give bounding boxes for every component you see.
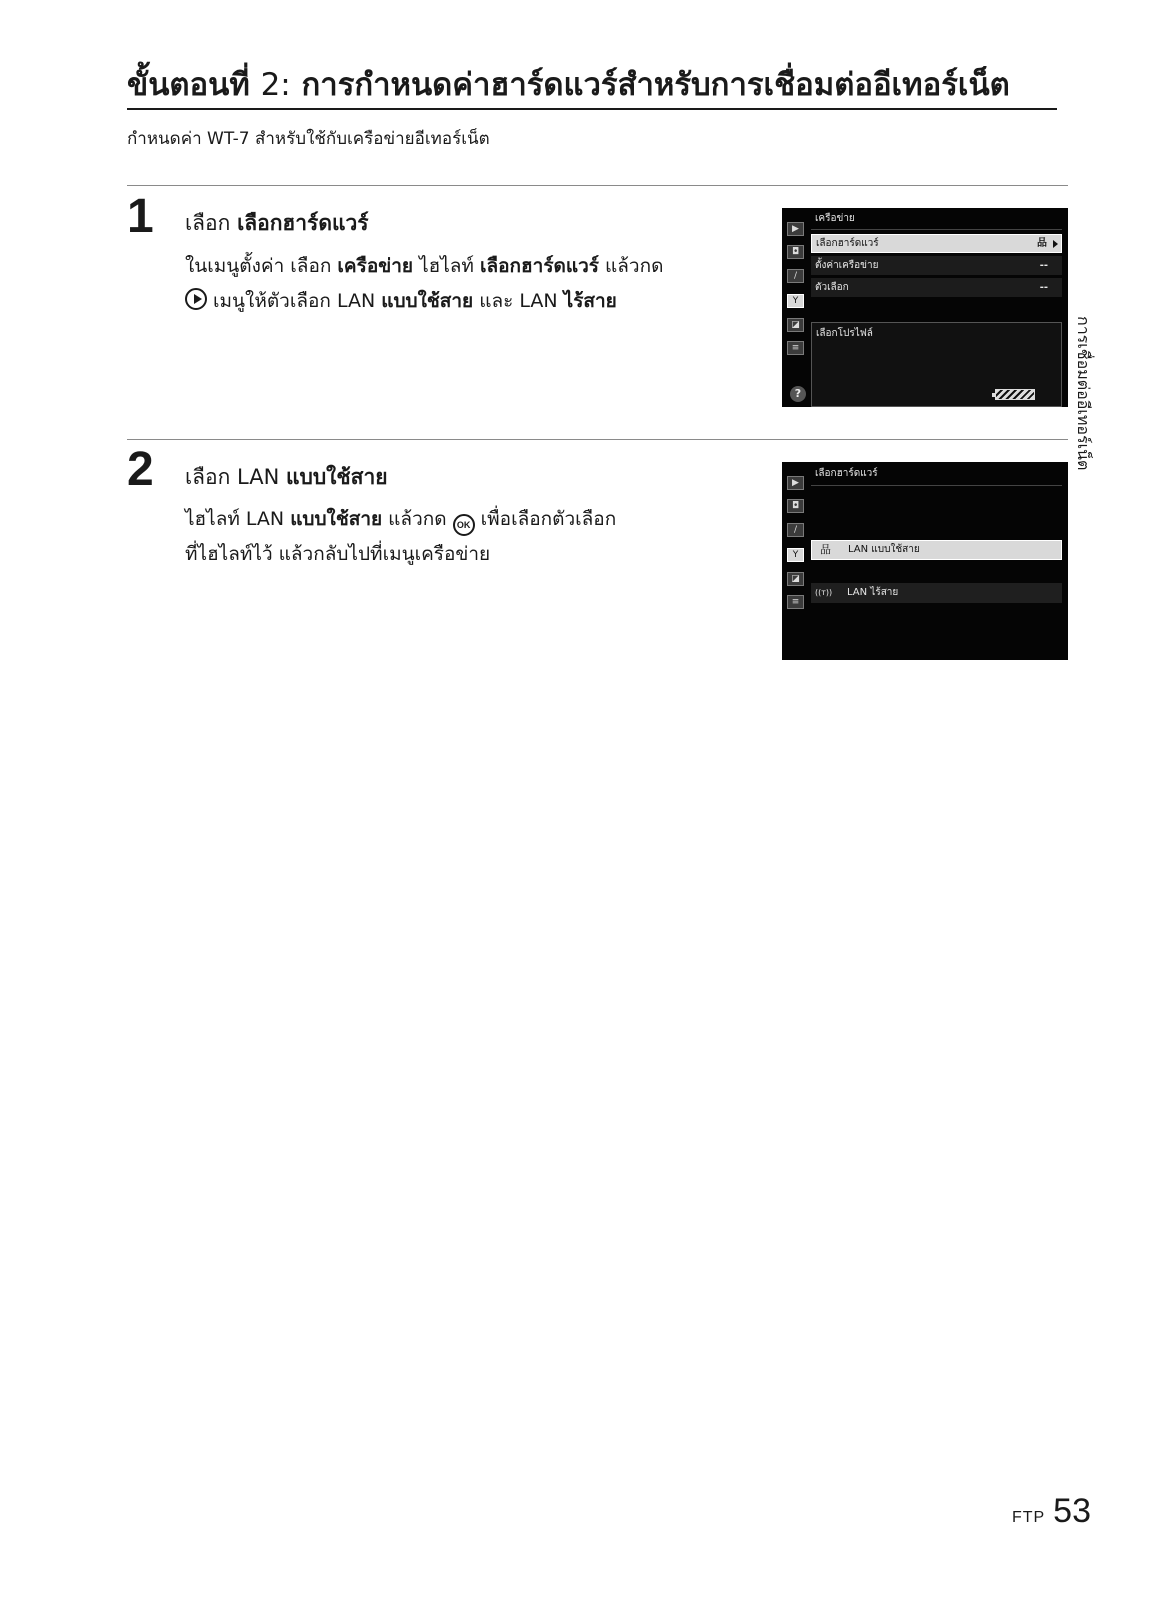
option-label: LAN แบบใช้สาย <box>848 544 920 555</box>
option-wired-lan <box>811 540 1062 560</box>
text: และ LAN <box>473 290 564 312</box>
row-label: เลือกฮาร์ดแวร์ <box>816 238 879 249</box>
page-subtitle: กำหนดค่า WT-7 สำหรับใช้กับเครือข่ายอีเทอร์เน็ต <box>127 129 490 149</box>
option-name-wireless: ไร้สาย <box>563 290 617 312</box>
wired-lan-icon: 品 <box>1037 238 1047 249</box>
step-2-title-item: แบบใช้สาย <box>285 465 388 489</box>
menu-name-network: เครือข่าย <box>337 255 414 277</box>
wrench-tab-icon: Y <box>787 548 804 562</box>
option-wireless-lan <box>811 583 1062 603</box>
step-2-title <box>185 462 388 492</box>
page-footer <box>1012 1492 1091 1531</box>
ok-button-icon: OK <box>453 514 475 536</box>
page-title-step-number: 2: <box>260 67 291 103</box>
step-1-title-verb: เลือก <box>185 211 238 235</box>
menu-row-options <box>811 278 1062 297</box>
section-name: FTP <box>1011 1509 1046 1526</box>
step-1-line-2 <box>185 284 617 319</box>
option-name-wired: แบบใช้สาย <box>381 290 474 312</box>
camera-tab-icon: ◘ <box>787 245 804 259</box>
step-2-number: 2 <box>127 443 154 496</box>
step-1-divider <box>127 185 1068 186</box>
row-value: -- <box>1039 260 1048 271</box>
camera-tab-icon: ◘ <box>787 499 804 513</box>
help-icon: ? <box>790 386 806 402</box>
menu-name-choose-hardware: เลือกฮาร์ดแวร์ <box>480 255 599 277</box>
row-label: ตัวเลือก <box>815 282 849 293</box>
wired-lan-icon: 品 <box>820 543 831 556</box>
page-number: 53 <box>1053 1492 1091 1530</box>
step-1-title <box>185 208 369 238</box>
profile-label: เลือกโปรไฟล์ <box>816 328 873 339</box>
row-value: -- <box>1039 282 1048 293</box>
step-1-title-item: เลือกฮาร์ดแวร์ <box>237 211 369 235</box>
camera-screen-choose-hardware <box>782 462 1068 660</box>
text: แล้วกด <box>382 508 453 530</box>
step-1-number: 1 <box>127 190 154 243</box>
step-2-title-verb: เลือก LAN <box>185 465 286 489</box>
page-title <box>127 62 1057 110</box>
header-divider <box>811 229 1062 230</box>
battery-icon <box>995 389 1035 400</box>
camera-screen-network-menu <box>782 208 1068 407</box>
wireless-icon: ((ᴛ)) <box>815 588 833 597</box>
page-title-text: การกำหนดค่าฮาร์ดแวร์สำหรับการเชื่อมต่ออีเทอร์เน็ต <box>290 67 1010 103</box>
playback-tab-icon: ▶ <box>787 222 804 236</box>
retouch-tab-icon: ◪ <box>787 572 804 586</box>
text: ในเมนูตั้งค่า เลือก <box>185 255 338 277</box>
option-name-wired: แบบใช้สาย <box>290 508 383 530</box>
wrench-tab-icon: Y <box>787 294 804 308</box>
profile-panel <box>811 322 1062 407</box>
text: ไฮไลท์ LAN <box>185 508 291 530</box>
menu-tabs <box>782 208 810 407</box>
text: ไฮไลท์ <box>413 255 480 277</box>
menu-row-choose-hardware <box>811 234 1062 253</box>
screen-header: เครือข่าย <box>815 213 855 224</box>
row-label: ตั้งค่าเครือข่าย <box>815 260 879 271</box>
step-1-line-1 <box>185 249 663 284</box>
page-title-prefix: ขั้นตอนที่ <box>127 67 261 103</box>
chapter-side-tab: การเชื่อมต่ออีเทอร์เน็ต <box>1074 316 1093 471</box>
step-2-divider <box>127 439 1068 440</box>
step-2-line-1 <box>185 502 616 537</box>
menu-tabs <box>782 462 810 660</box>
text: เมนูให้ตัวเลือก LAN <box>207 290 382 312</box>
my-menu-tab-icon: ≡ <box>787 341 804 355</box>
multi-selector-right-icon <box>185 288 207 310</box>
screen-header: เลือกฮาร์ดแวร์ <box>815 468 878 479</box>
my-menu-tab-icon: ≡ <box>787 595 804 609</box>
menu-row-network-settings <box>811 256 1062 275</box>
right-arrow-icon <box>1053 240 1058 248</box>
text: เพื่อเลือกตัวเลือก <box>474 508 617 530</box>
pencil-tab-icon: / <box>787 523 804 537</box>
header-divider <box>811 485 1062 486</box>
pencil-tab-icon: / <box>787 269 804 283</box>
option-label: LAN ไร้สาย <box>847 587 899 598</box>
playback-tab-icon: ▶ <box>787 476 804 490</box>
retouch-tab-icon: ◪ <box>787 318 804 332</box>
text: แล้วกด <box>598 255 664 277</box>
step-2-line-2: ที่ไฮไลท์ไว้ แล้วกลับไปที่เมนูเครือข่าย <box>185 543 491 565</box>
